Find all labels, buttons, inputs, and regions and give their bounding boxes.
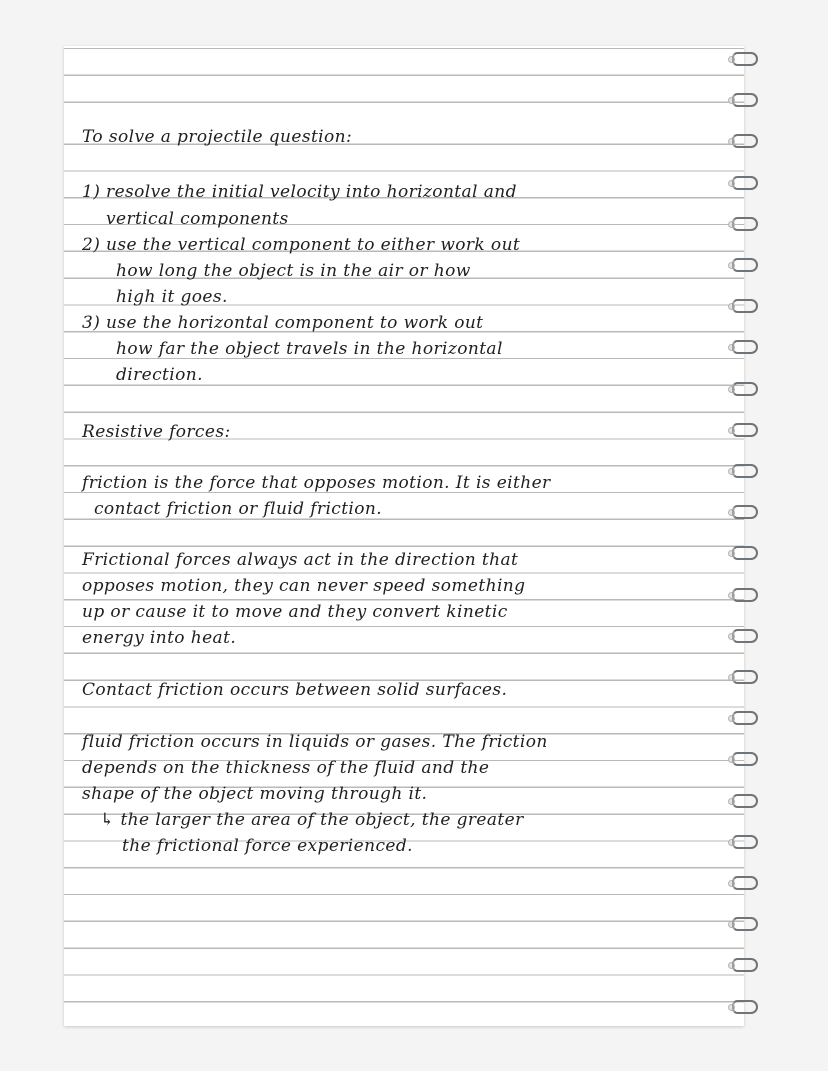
spiral-ring [728, 752, 762, 770]
ring-loop [732, 794, 758, 808]
ring-loop [732, 505, 758, 519]
ring-loop [732, 340, 758, 354]
spiral-ring [728, 134, 762, 152]
spiral-ring [728, 505, 762, 523]
spiral-binding [728, 52, 768, 1012]
spiral-ring [728, 1000, 762, 1018]
fluid-friction-line-4: ↳ the larger the area of the object, the greater [100, 810, 524, 830]
ring-loop [732, 752, 758, 766]
step-2-line-3: high it goes. [116, 287, 228, 307]
ring-loop [732, 876, 758, 890]
friction-def-line-1: friction is the force that opposes motion. It is either [82, 473, 551, 493]
step-2-line-1: 2) use the vertical component to either work out [82, 235, 521, 255]
contact-friction-line: Contact friction occurs between solid surfaces. [82, 680, 508, 700]
step-2-line-2: how long the object is in the air or how [116, 261, 471, 281]
spiral-ring [728, 52, 762, 70]
spiral-ring [728, 176, 762, 194]
friction-def-line-2: contact friction or fluid friction. [94, 499, 383, 519]
fluid-friction-line-5: the frictional force experienced. [122, 836, 413, 856]
ring-loop [732, 629, 758, 643]
frictional-forces-line-4: energy into heat. [82, 628, 237, 648]
spiral-ring [728, 464, 762, 482]
ring-loop [732, 52, 758, 66]
spiral-ring [728, 340, 762, 358]
step-1-line-2: vertical components [106, 209, 289, 229]
ring-loop [732, 258, 758, 272]
frictional-forces-line-1: Frictional forces always act in the direction that [82, 550, 519, 570]
lined-paper [64, 46, 744, 1026]
step-1-line-1: 1) resolve the initial velocity into horizontal and [82, 182, 517, 202]
ring-loop [732, 588, 758, 602]
spiral-ring [728, 629, 762, 647]
step-3-line-1: 3) use the horizontal component to work out [82, 313, 484, 333]
ring-loop [732, 423, 758, 437]
heading-projectile: To solve a projectile question: [82, 127, 353, 147]
ring-loop [732, 217, 758, 231]
spiral-ring [728, 958, 762, 976]
spiral-ring [728, 299, 762, 317]
ring-loop [732, 917, 758, 931]
ring-loop [732, 835, 758, 849]
ring-loop [732, 711, 758, 725]
step-3-line-2: how far the object travels in the horizontal [116, 339, 503, 359]
frictional-forces-line-2: opposes motion, they can never speed something [82, 576, 526, 596]
ring-loop [732, 176, 758, 190]
ring-loop [732, 546, 758, 560]
spiral-ring [728, 876, 762, 894]
spiral-ring [728, 588, 762, 606]
step-3-line-3: direction. [116, 365, 203, 385]
ring-loop [732, 1000, 758, 1014]
spiral-ring [728, 382, 762, 400]
frictional-forces-line-3: up or cause it to move and they convert kinetic [82, 602, 508, 622]
spiral-ring [728, 711, 762, 729]
ring-loop [732, 382, 758, 396]
ring-loop [732, 670, 758, 684]
ring-loop [732, 134, 758, 148]
fluid-friction-line-1: fluid friction occurs in liquids or gases. The friction [82, 732, 548, 752]
spiral-ring [728, 423, 762, 441]
spiral-ring [728, 670, 762, 688]
spiral-ring [728, 794, 762, 812]
spiral-ring [728, 835, 762, 853]
spiral-ring [728, 93, 762, 111]
spiral-ring [728, 546, 762, 564]
ring-loop [732, 464, 758, 478]
spiral-ring [728, 258, 762, 276]
spiral-ring [728, 917, 762, 935]
ring-loop [732, 93, 758, 107]
ring-loop [732, 958, 758, 972]
fluid-friction-line-2: depends on the thickness of the fluid and the [82, 758, 490, 778]
spiral-ring [728, 217, 762, 235]
heading-resistive: Resistive forces: [82, 422, 231, 442]
fluid-friction-line-3: shape of the object moving through it. [82, 784, 428, 804]
ring-loop [732, 299, 758, 313]
